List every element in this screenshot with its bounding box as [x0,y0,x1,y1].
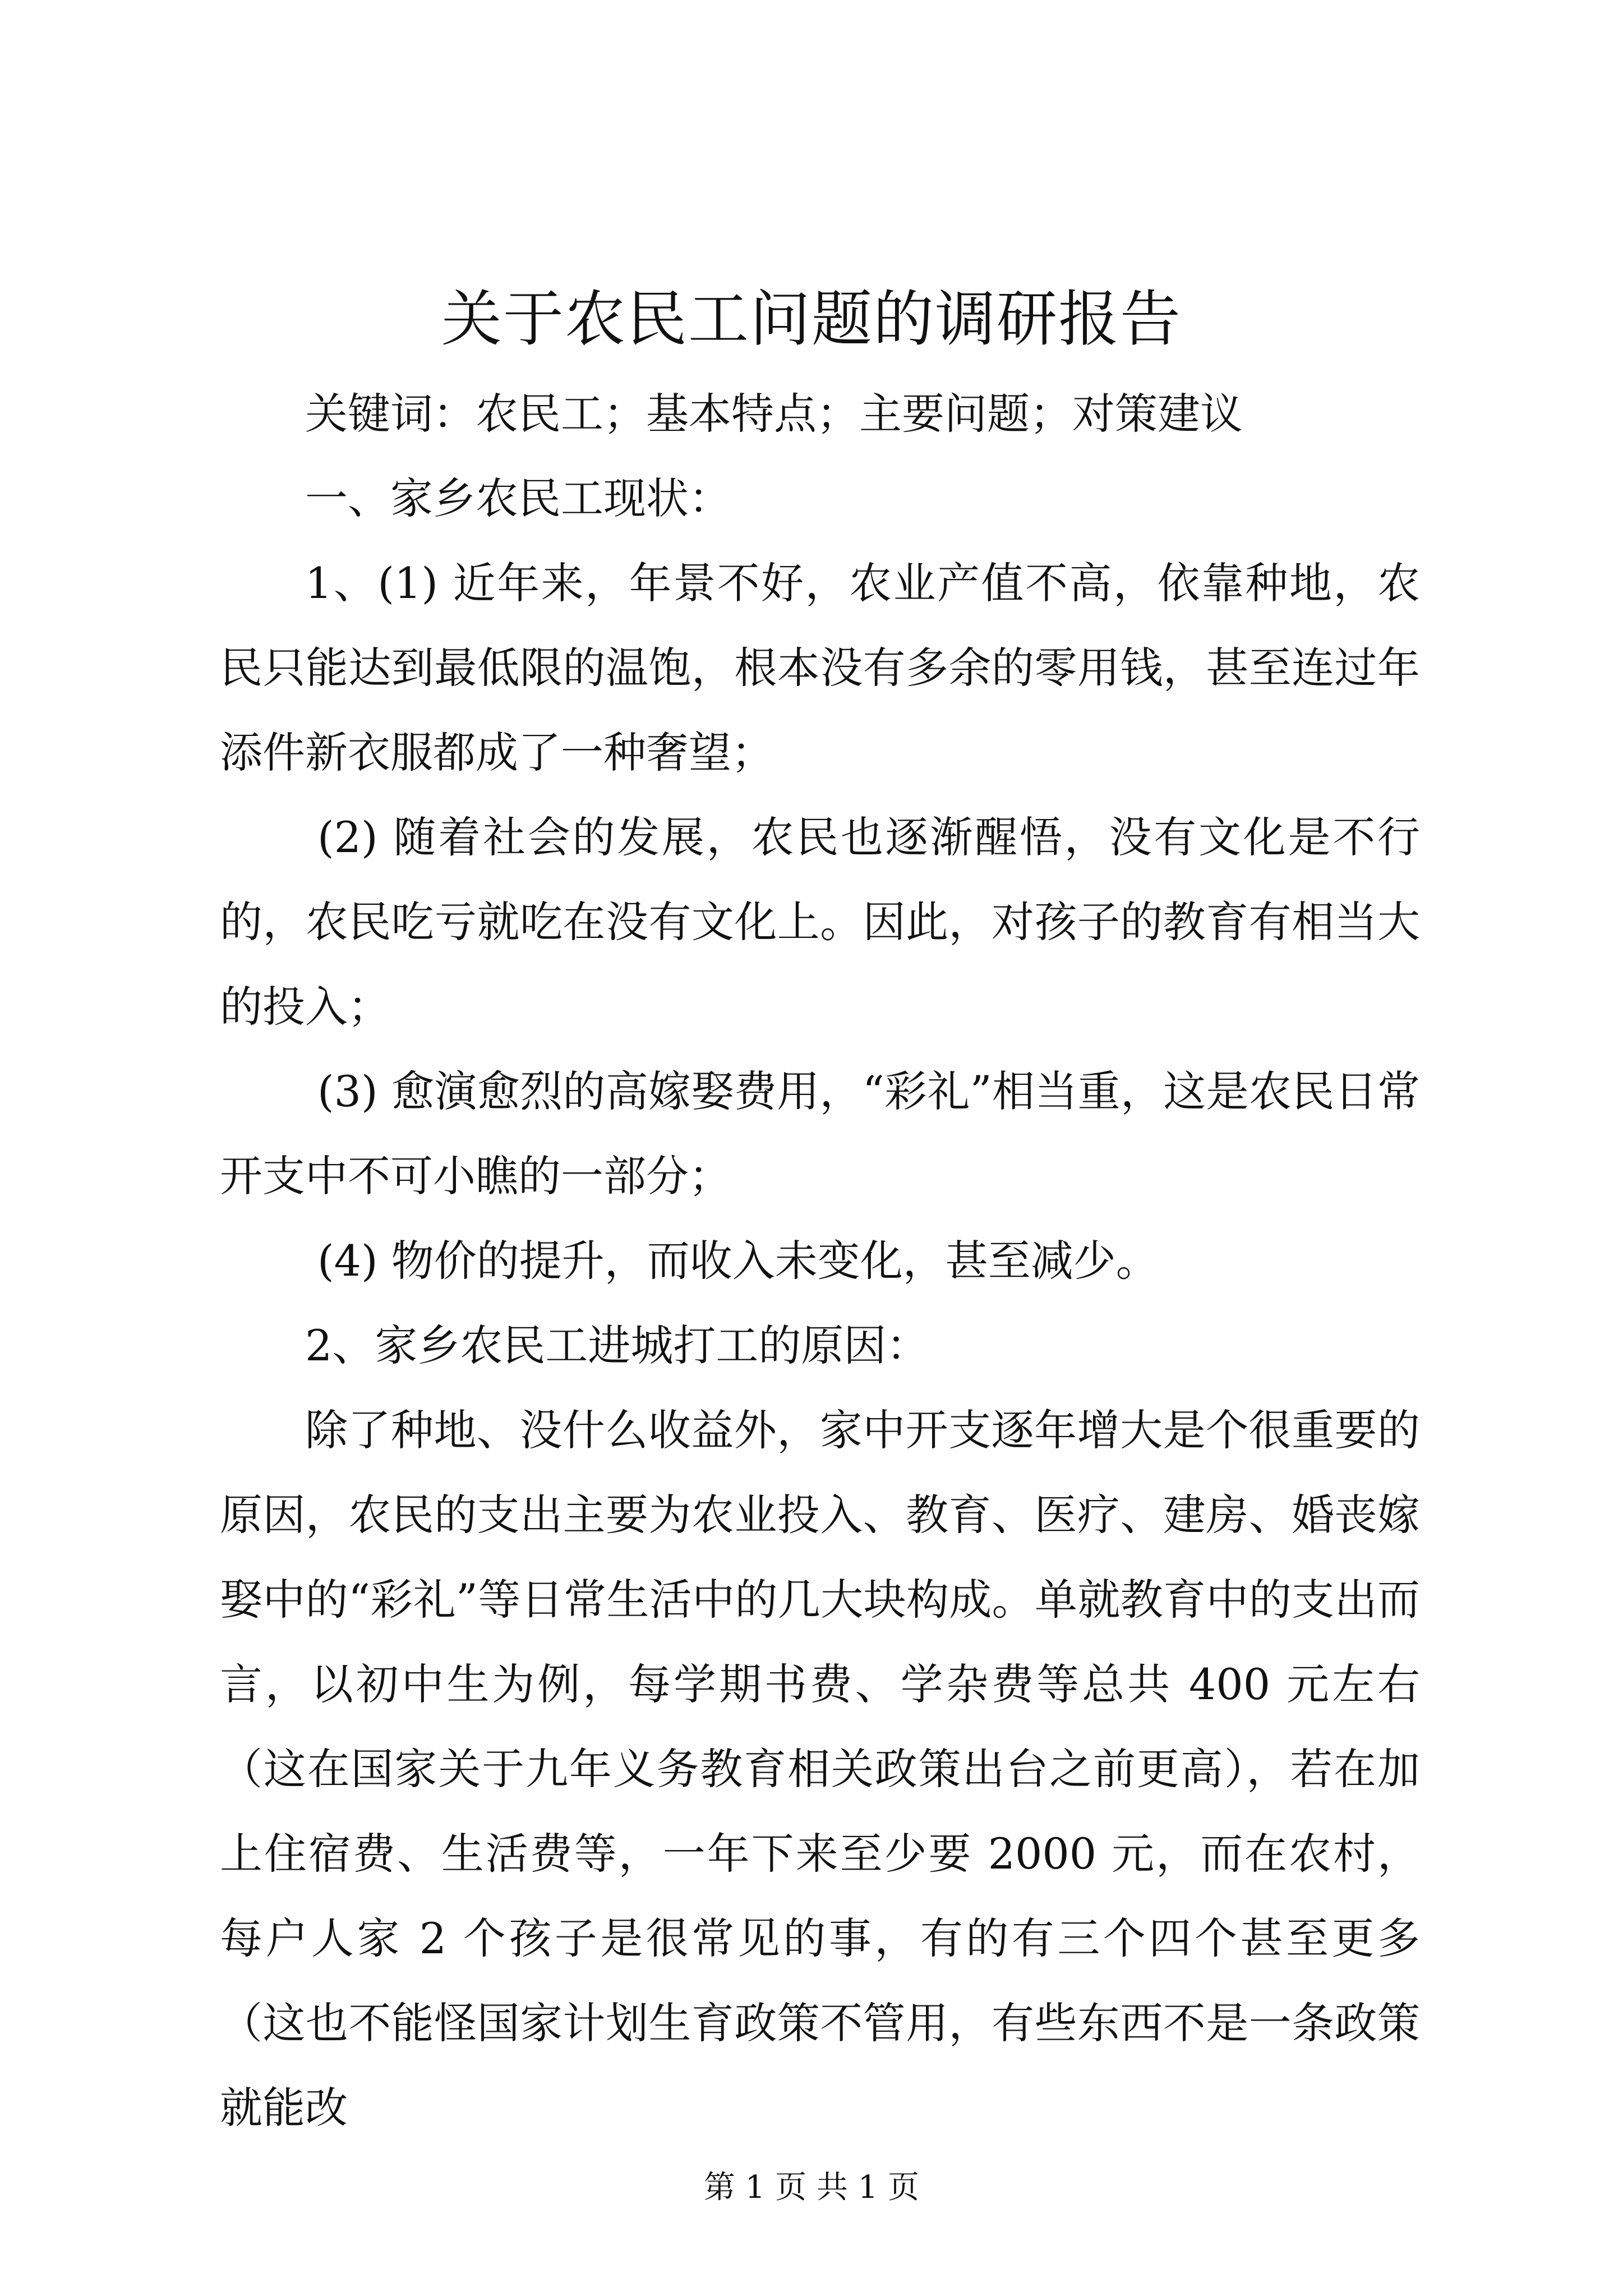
document-body [220,371,1420,2150]
document-title: 关于农民工问题的调研报告 [441,284,1182,355]
body-paragraph: 1、(1) 近年来，年景不好，农业产值不高，依靠种地，农民只能达到最低限的温饱，根本没有多余的零用钱，甚至连过年添件新衣服都成了一种奢望； [220,558,1420,777]
body-paragraph: (3) 愈演愈烈的高嫁娶费用，“彩礼”相当重，这是农民日常开支中不可小瞧的一部分； [220,1066,1420,1201]
body-paragraph: (4) 物价的提升，而收入未变化，甚至减少。 [317,1236,1159,1286]
keywords-paragraph: 关键词：农民工；基本特点；主要问题；对策建议 [305,389,1243,439]
body-paragraph: (2) 随着社会的发展，农民也逐渐醒悟，没有文化是不行的，农民吃亏就吃在没有文化上。因此，对孩子的教育有相当大的投入； [220,812,1420,1032]
page-footer: 第 1 页 共 1 页 [703,2169,920,2206]
body-paragraph: 除了种地、没什么收益外，家中开支逐年增大是个很重要的原因，农民的支出主要为农业投入、教育、医疗、建房、婚丧嫁娶中的“彩礼”等日常生活中的几大块构成。单就教育中的支出而言，以初中生为例，每学期书费、学杂费等总共 400 元左右（这在国家关于九年义务教育相关政策出台之前更高），若在加上住宿费、生活费等，一年下来至少要 2000 元，而在农村，每户人家 2 个孩子是很常见的事，有的有三个四个甚至更多（这也不能怪国家计划生育政策不管用，有些东西不是一条政策就能改 [220,1405,1420,2133]
section-heading-2: 2、家乡农民工进城打工的原因： [305,1320,929,1370]
section-heading-1: 一、家乡农民工现状： [305,473,731,523]
